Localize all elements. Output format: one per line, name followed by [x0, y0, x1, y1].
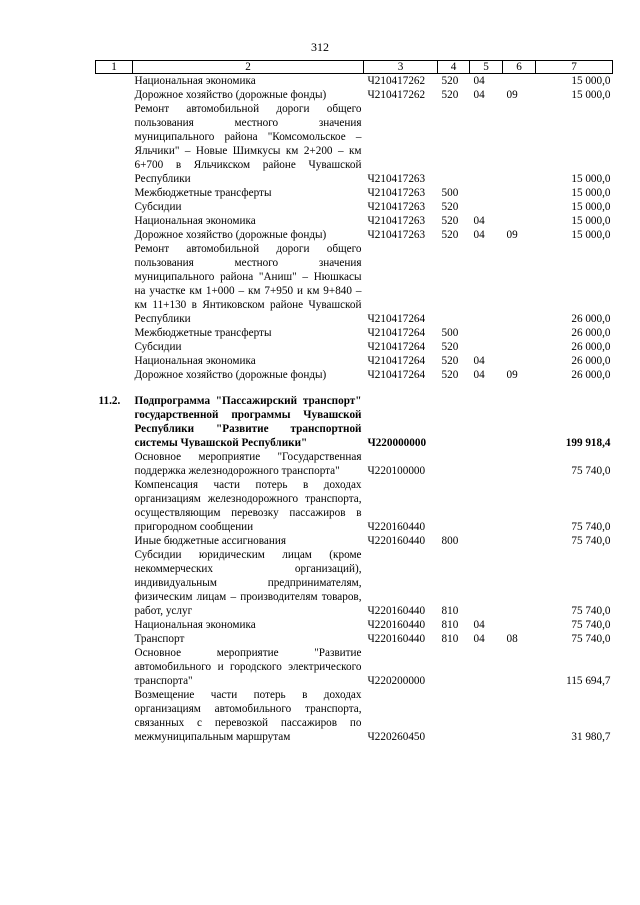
table-row [96, 548, 613, 618]
table-row [96, 688, 613, 744]
header-col-4: 4 [438, 61, 470, 74]
row-group: 800 [441, 535, 459, 547]
row-number [96, 618, 133, 632]
row-code: Ч210417263 [367, 187, 426, 199]
table-row [96, 242, 613, 326]
table-header [96, 61, 613, 74]
row-group: 520 [441, 215, 459, 227]
table-body [96, 74, 613, 745]
row-section [470, 450, 503, 478]
table-row [96, 340, 613, 354]
row-amount: 75 740,0 [571, 633, 611, 645]
row-amount: 31 980,7 [571, 731, 611, 743]
row-code: Ч210417263 [367, 201, 426, 213]
table-row [96, 228, 613, 242]
row-section: 04 [473, 215, 485, 227]
row-code: Ч210417264 [367, 313, 426, 325]
row-name: Иные бюджетные ассигнования [134, 535, 286, 547]
row-code: Ч220160440 [367, 521, 426, 533]
row-group: 520 [441, 355, 459, 367]
table-row [96, 214, 613, 228]
table-row [96, 74, 613, 89]
row-subsection [503, 534, 536, 548]
row-number [96, 326, 133, 340]
row-subsection: 08 [506, 633, 518, 645]
table-row [96, 368, 613, 382]
row-group: 520 [441, 89, 459, 101]
row-subsection: 09 [506, 229, 518, 241]
row-number [96, 88, 133, 102]
row-section [470, 646, 503, 688]
row-group [438, 102, 470, 186]
row-group: 520 [441, 201, 459, 213]
row-number [96, 368, 133, 382]
table-row [96, 186, 613, 200]
row-amount: 15 000,0 [571, 229, 611, 241]
row-subsection [503, 200, 536, 214]
row-section [470, 242, 503, 326]
row-code: Ч210417264 [367, 369, 426, 381]
row-number: 11.2. [98, 395, 121, 407]
row-amount: 75 740,0 [571, 535, 611, 547]
table-row [96, 326, 613, 340]
row-group [438, 450, 470, 478]
row-subsection [503, 326, 536, 340]
row-section: 04 [473, 619, 485, 631]
spacer-cell [470, 382, 503, 394]
row-code: Ч220100000 [367, 465, 426, 477]
row-amount: 15 000,0 [571, 173, 611, 185]
header-col-7: 7 [536, 61, 613, 74]
row-number [96, 214, 133, 228]
row-subsection [503, 548, 536, 618]
row-subsection: 09 [506, 369, 518, 381]
spacer-cell [96, 382, 133, 394]
row-subsection [503, 74, 536, 89]
row-section [470, 186, 503, 200]
row-group [438, 688, 470, 744]
row-group [438, 478, 470, 534]
row-amount: 15 000,0 [571, 75, 611, 87]
row-section [470, 394, 503, 450]
row-group: 520 [441, 75, 459, 87]
table-row [96, 394, 613, 450]
row-name: Дорожное хозяйство (дорожные фонды) [134, 89, 327, 101]
row-subsection [503, 394, 536, 450]
row-number [96, 242, 133, 326]
budget-table [95, 60, 613, 744]
table-row [96, 632, 613, 646]
row-section [470, 548, 503, 618]
row-amount: 15 000,0 [571, 201, 611, 213]
row-number [96, 632, 133, 646]
row-name: Межбюджетные трансферты [134, 187, 272, 199]
row-amount: 26 000,0 [571, 313, 611, 325]
row-name: Дорожное хозяйство (дорожные фонды) [134, 229, 327, 241]
row-name: Ремонт автомобильной дороги общего пользования местного значения муниципального района "Аниш" – Нюшкасы на участке км 1+000 – км 7+950 и км 9+840 – км 11+130 в Янтиковском районе Чувашской Республики [134, 243, 362, 325]
row-code: Ч220160440 [367, 633, 426, 645]
row-group: 520 [441, 369, 459, 381]
row-name: Транспорт [134, 633, 185, 645]
table-row [96, 354, 613, 368]
row-amount: 199 918,4 [565, 437, 611, 449]
table-row [96, 478, 613, 534]
table-row [96, 618, 613, 632]
row-name: Национальная экономика [134, 355, 256, 367]
row-subsection [503, 186, 536, 200]
row-amount: 75 740,0 [571, 521, 611, 533]
row-subsection [503, 646, 536, 688]
row-subsection [503, 102, 536, 186]
row-subsection [503, 242, 536, 326]
row-group: 810 [441, 605, 459, 617]
row-section [470, 326, 503, 340]
row-section: 04 [473, 369, 485, 381]
spacer-cell [503, 382, 536, 394]
row-subsection [503, 214, 536, 228]
row-amount: 75 740,0 [571, 605, 611, 617]
row-code: Ч210417262 [367, 75, 426, 87]
row-group: 500 [441, 187, 459, 199]
row-group [438, 646, 470, 688]
row-section [470, 688, 503, 744]
row-subsection [503, 354, 536, 368]
row-code: Ч220000000 [367, 437, 427, 449]
row-number [96, 646, 133, 688]
row-group: 520 [441, 341, 459, 353]
row-section [470, 478, 503, 534]
row-section [470, 534, 503, 548]
row-code: Ч220200000 [367, 675, 426, 687]
row-number [96, 450, 133, 478]
spacer-cell [536, 382, 613, 394]
row-name: Дорожное хозяйство (дорожные фонды) [134, 369, 327, 381]
row-spacer [96, 382, 613, 394]
row-section [470, 200, 503, 214]
row-group: 520 [441, 229, 459, 241]
row-number [96, 102, 133, 186]
row-subsection [503, 688, 536, 744]
row-section: 04 [473, 229, 485, 241]
row-number [96, 688, 133, 744]
row-name: Субсидии [134, 201, 182, 213]
row-number [96, 186, 133, 200]
row-name: Межбюджетные трансферты [134, 327, 272, 339]
row-section [470, 102, 503, 186]
table-row [96, 102, 613, 186]
header-col-1: 1 [96, 61, 133, 74]
table-row [96, 450, 613, 478]
row-amount: 26 000,0 [571, 341, 611, 353]
row-name: Национальная экономика [134, 215, 256, 227]
row-name: Ремонт автомобильной дороги общего пользования местного значения муниципального района "Комсомольское – Яльчики" – Новые Шимкусы км 2+200 – км 6+700 в Яльчикском районе Чувашской Республики [134, 103, 362, 185]
row-group: 810 [441, 619, 459, 631]
row-amount: 26 000,0 [571, 369, 611, 381]
row-amount: 115 694,7 [566, 675, 611, 687]
row-number [96, 340, 133, 354]
header-col-6: 6 [503, 61, 536, 74]
row-number [96, 228, 133, 242]
table-row [96, 534, 613, 548]
row-number [96, 200, 133, 214]
spacer-cell [364, 382, 438, 394]
row-code: Ч210417263 [367, 173, 426, 185]
row-subsection: 09 [506, 89, 518, 101]
table-row [96, 88, 613, 102]
row-number [96, 478, 133, 534]
spacer-cell [133, 382, 364, 394]
header-col-5: 5 [470, 61, 503, 74]
row-section: 04 [473, 355, 485, 367]
row-code: Ч220260450 [367, 731, 426, 743]
row-code: Ч220160440 [367, 619, 426, 631]
row-code: Ч210417263 [367, 215, 426, 227]
row-section: 04 [473, 75, 485, 87]
row-code: Ч220160440 [367, 535, 426, 547]
row-group [438, 242, 470, 326]
row-name: Субсидии юридическим лицам (кроме некоммерческих организаций), индивидуальным предпринимателям, физическим лицам – производителям товаров, работ, услуг [134, 549, 362, 617]
row-code: Ч210417264 [367, 341, 426, 353]
row-name: Основное мероприятие "Государственная поддержка железнодорожного транспорта" [134, 451, 362, 477]
table-row [96, 646, 613, 688]
row-subsection [503, 340, 536, 354]
row-name: Возмещение части потерь в доходах организациям автомобильного транспорта, связанных с перевозкой пассажиров по межмуниципальным маршрутам [134, 689, 362, 743]
row-name: Основное мероприятие "Развитие автомобильного и городского электрического транспорта" [134, 647, 362, 687]
row-name: Субсидии [134, 341, 182, 353]
row-name: Национальная экономика [134, 619, 256, 631]
row-amount: 26 000,0 [571, 327, 611, 339]
row-amount: 15 000,0 [571, 187, 611, 199]
row-subsection [503, 450, 536, 478]
page-number: 312 [311, 40, 329, 54]
row-code: Ч210417263 [367, 229, 426, 241]
row-name: Национальная экономика [134, 75, 256, 87]
row-code: Ч210417264 [367, 355, 426, 367]
row-section [470, 340, 503, 354]
spacer-cell [438, 382, 470, 394]
row-name: Компенсация части потерь в доходах организациям железнодорожного транспорта, осуществляющим перевозку пассажиров в пригородном сообщении [134, 479, 362, 533]
header-col-2: 2 [133, 61, 364, 74]
row-name: Подпрограмма "Пассажирский транспорт" государственной программы Чувашской Республики "Развитие транспортной системы Чувашской Республики" [134, 395, 362, 449]
row-amount: 15 000,0 [571, 89, 611, 101]
row-section: 04 [473, 89, 485, 101]
table-row [96, 200, 613, 214]
row-subsection [503, 618, 536, 632]
row-amount: 75 740,0 [571, 619, 611, 631]
row-number [96, 548, 133, 618]
row-group: 500 [441, 327, 459, 339]
row-amount: 75 740,0 [571, 465, 611, 477]
row-number [96, 74, 133, 89]
row-group [438, 394, 470, 450]
row-code: Ч210417262 [367, 89, 426, 101]
row-code: Ч210417264 [367, 327, 426, 339]
row-amount: 26 000,0 [571, 355, 611, 367]
row-group: 810 [441, 633, 459, 645]
header-col-3: 3 [364, 61, 438, 74]
row-number [96, 534, 133, 548]
row-amount: 15 000,0 [571, 215, 611, 227]
row-number [96, 354, 133, 368]
row-subsection [503, 478, 536, 534]
row-section: 04 [473, 633, 485, 645]
row-code: Ч220160440 [367, 605, 426, 617]
